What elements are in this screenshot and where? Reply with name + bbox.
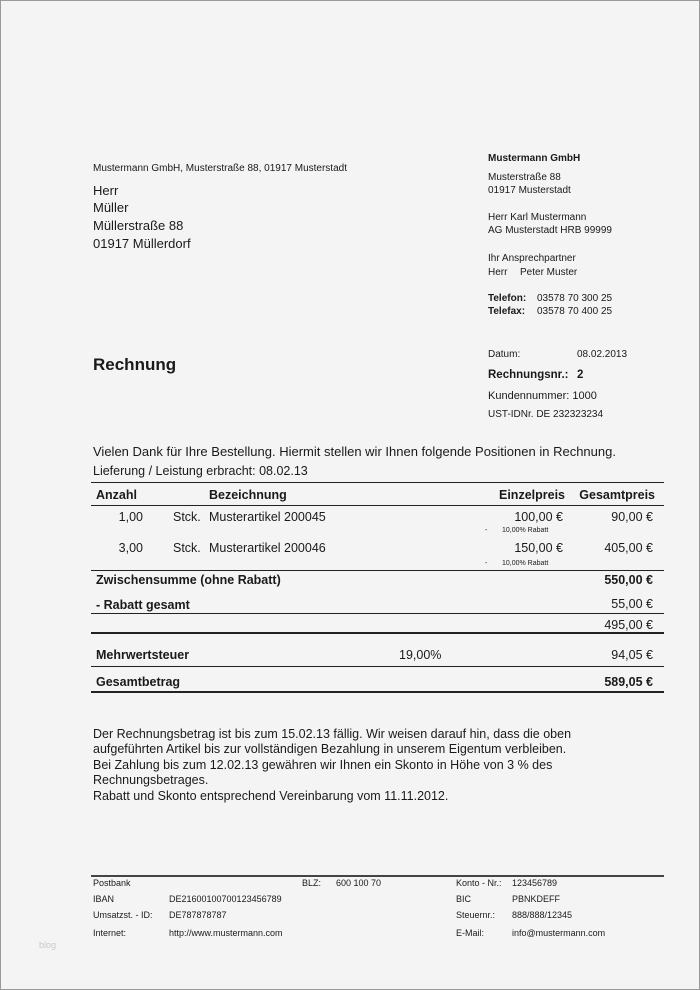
note-line: Bei Zahlung bis zum 12.02.13 gewähren wir Ihnen ein Skonto in Höhe von 3 % des [93, 758, 553, 772]
note-line: aufgeführten Artikel bis zur vollständigen Bezahlung in unserem Eigentum verbleiben. [93, 742, 567, 756]
website-link[interactable]: http://www.mustermann.com [169, 928, 283, 938]
divider [91, 570, 664, 571]
invoice-no: 2 [577, 369, 584, 381]
discount-dash: - [485, 527, 488, 534]
fax-label: Telefax: [488, 306, 526, 317]
subtotal: 550,00 € [604, 573, 653, 587]
divider [91, 632, 664, 634]
account: 123456789 [512, 878, 558, 888]
discount-total-label: - Rabatt gesamt [96, 598, 190, 612]
header-desc: Bezeichnung [209, 488, 287, 502]
row-total: 405,00 € [604, 541, 653, 555]
row-price: 100,00 € [514, 510, 563, 524]
row-qty: 1,00 [118, 510, 143, 524]
web-label: Internet: [93, 928, 127, 938]
company-street: Musterstraße 88 [488, 172, 561, 183]
account-label: Konto - Nr.: [456, 878, 502, 888]
vat-id: UST-IDNr. DE 232323234 [488, 409, 604, 420]
vat-rate: 19,00% [399, 648, 442, 662]
contact-salutation: Herr [488, 267, 508, 278]
intro-text: Vielen Dank für Ihre Bestellung. Hiermit stellen wir Ihnen folgende Positionen in Rechnung. [93, 444, 616, 459]
blz: 600 100 70 [336, 878, 382, 888]
divider [91, 875, 664, 877]
header-total-price: Gesamtpreis [579, 488, 655, 502]
discount-total: 55,00 € [611, 597, 653, 611]
discount-dash: - [485, 560, 488, 567]
note-line: Der Rechnungsbetrag ist bis zum 15.02.13 fällig. Wir weisen darauf hin, dass die oben [93, 727, 572, 741]
sender-line: Mustermann GmbH, Musterstraße 88, 01917 Musterstadt [93, 163, 347, 174]
date-label: Datum: [488, 349, 521, 360]
phone-label: Telefon: [488, 293, 527, 304]
row-unit: Stck. [173, 541, 201, 555]
row-qty: 3,00 [118, 541, 143, 555]
row-unit: Stck. [173, 510, 201, 524]
tax-label: Steuernr.: [456, 910, 496, 920]
divider [91, 666, 664, 667]
row-price: 150,00 € [514, 541, 563, 555]
recipient-line: Herr [93, 183, 119, 198]
bic: PBNKDEFF [512, 894, 561, 904]
bic-label: BIC [456, 894, 472, 904]
customer-no: Kundennummer: 1000 [488, 390, 597, 402]
company-owner: Herr Karl Mustermann [488, 212, 587, 223]
divider [91, 505, 664, 506]
bank-name: Postbank [93, 878, 131, 888]
header-unit-price: Einzelpreis [499, 488, 565, 502]
contact-name: Peter Muster [520, 267, 578, 278]
tax-number: 888/888/12345 [512, 910, 573, 920]
watermark: blog [39, 940, 57, 950]
row-desc: Musterartikel 200046 [209, 541, 326, 555]
company-name: Mustermann GmbH [488, 153, 581, 164]
iban-label: IBAN [93, 894, 115, 904]
row-discount: 10,00% Rabatt [502, 527, 549, 534]
phone: 03578 70 300 25 [537, 293, 613, 304]
grand-total: 589,05 € [604, 675, 653, 689]
row-total: 90,00 € [611, 510, 653, 524]
vat-amount: 94,05 € [611, 648, 653, 662]
date: 08.02.2013 [577, 349, 628, 360]
vat-label: Mehrwertsteuer [96, 648, 190, 662]
header-qty: Anzahl [96, 488, 137, 502]
page-title: Rechnung [93, 355, 177, 374]
delivery-text: Lieferung / Leistung erbracht: 08.02.13 [93, 464, 308, 478]
blz-label: BLZ: [302, 878, 322, 888]
net-total: 495,00 € [604, 618, 653, 632]
fax: 03578 70 400 25 [537, 306, 613, 317]
company-city: 01917 Musterstadt [488, 185, 571, 196]
subtotal-label: Zwischensumme (ohne Rabatt) [96, 573, 281, 587]
divider [91, 482, 664, 483]
divider [91, 691, 664, 693]
contact-label: Ihr Ansprechpartner [488, 253, 576, 264]
row-desc: Musterartikel 200045 [209, 510, 326, 524]
email-link[interactable]: info@mustermann.com [512, 928, 606, 938]
note-line: Rabatt und Skonto entsprechend Vereinbarung vom 11.11.2012. [93, 789, 449, 803]
invoice-no-label: Rechnungsnr.: [488, 369, 569, 381]
recipient-line: 01917 Müllerdorf [93, 236, 191, 251]
company-register: AG Musterstadt HRB 99999 [488, 225, 612, 236]
recipient-line: Müllerstraße 88 [93, 218, 184, 233]
recipient-line: Müller [93, 200, 129, 215]
iban: DE21600100700123456789 [169, 894, 282, 904]
email-label: E-Mail: [456, 928, 485, 938]
ustid: DE787878787 [169, 910, 227, 920]
ustid-label: Umsatzst. - ID: [93, 910, 153, 920]
grand-total-label: Gesamtbetrag [96, 675, 181, 689]
row-discount: 10,00% Rabatt [502, 560, 549, 567]
divider [91, 613, 664, 614]
note-line: Rechnungsbetrages. [93, 773, 209, 787]
